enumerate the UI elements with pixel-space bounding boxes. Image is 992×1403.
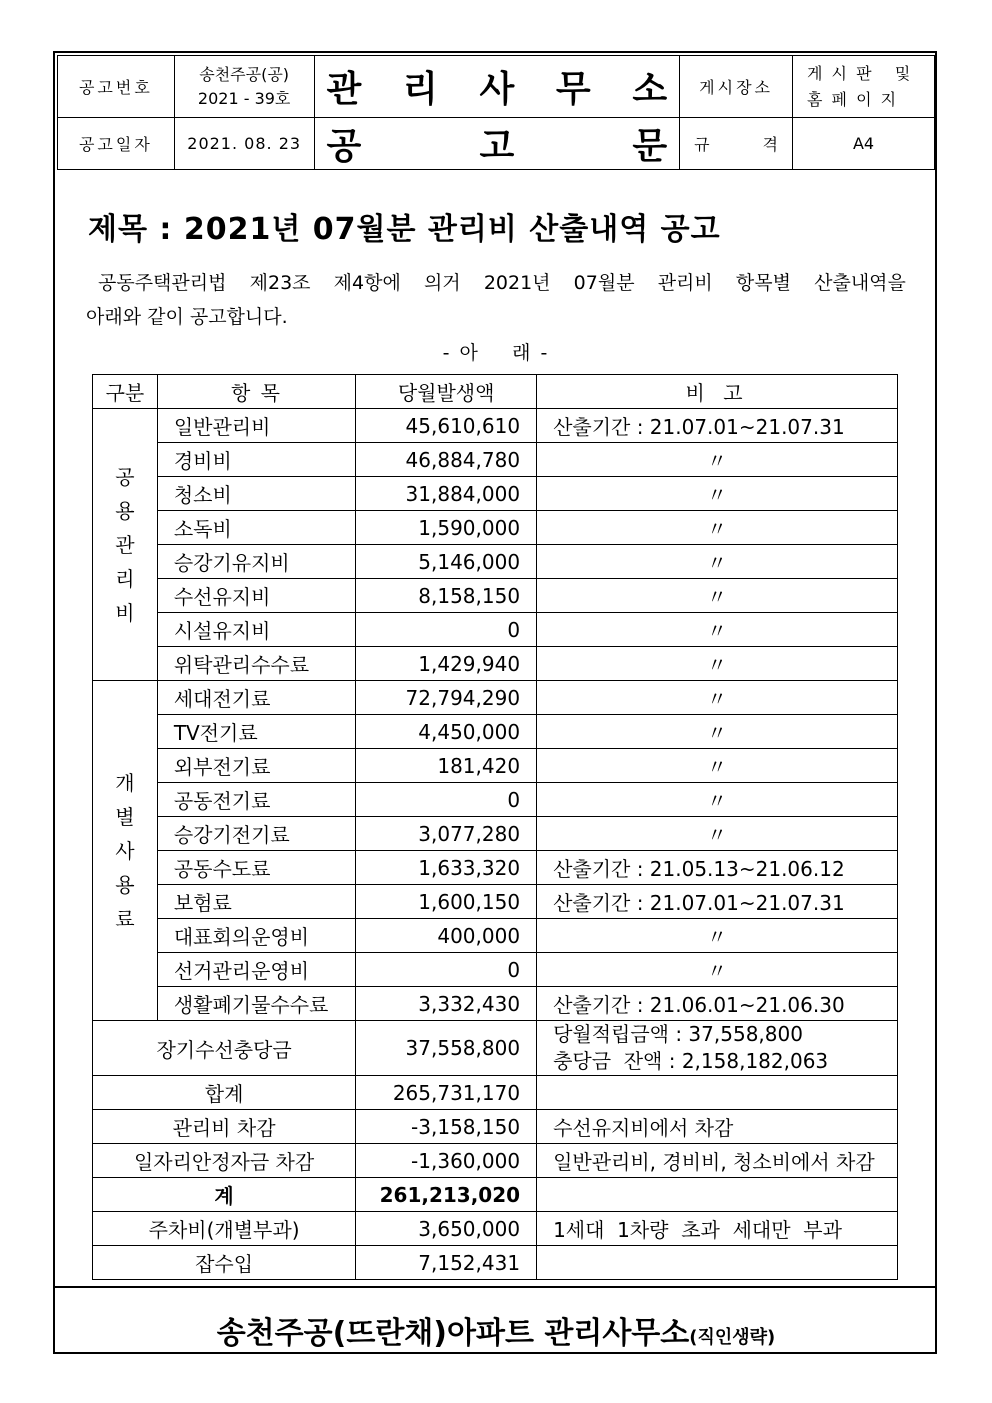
table-row	[93, 613, 898, 647]
notice-number-label: 공고번호	[58, 56, 175, 118]
intro-line1	[86, 266, 906, 300]
item-note: 〃	[537, 477, 898, 511]
table-row	[93, 647, 898, 681]
notice-title-char: 고	[479, 126, 515, 167]
item-amount: 0	[356, 613, 537, 647]
reserve-balance: 충당금 잔액 : 2,158,182,063	[553, 1049, 829, 1073]
item-note: 산출기간 : 21.07.01~21.07.31	[537, 885, 898, 919]
item-note: 〃	[537, 783, 898, 817]
item-amount: 400,000	[356, 919, 537, 953]
item-amount: 1,633,320	[356, 851, 537, 885]
item-amount: 1,590,000	[356, 511, 537, 545]
intro-word: 항목별	[735, 272, 791, 294]
notice-title-chars	[315, 118, 680, 169]
group-label-char: 리	[115, 566, 135, 591]
office-title-char: 무	[555, 69, 591, 110]
item-name: 보험료	[157, 885, 355, 919]
item-amount: 265,731,170	[356, 1076, 537, 1110]
item-name: 생활폐기물수수료	[157, 987, 355, 1021]
item-note: 〃	[537, 545, 898, 579]
intro-word: 의거	[423, 272, 461, 294]
item-amount: -3,158,150	[356, 1110, 537, 1144]
item-name: 경비비	[157, 443, 355, 477]
item-name: 합계	[93, 1076, 356, 1110]
item-note: 1세대 1차량 초과 세대만 부과	[537, 1212, 898, 1246]
item-note: 〃	[537, 681, 898, 715]
group-label-char: 용	[115, 872, 135, 897]
table-row	[93, 409, 898, 443]
item-name: 위탁관리수수료	[157, 647, 355, 681]
fee-table	[92, 374, 898, 1280]
item-name: 청소비	[157, 477, 355, 511]
spec-value: A4	[793, 118, 935, 170]
spec-label	[680, 118, 793, 170]
item-amount: 1,600,150	[356, 885, 537, 919]
item-name: 잡수입	[93, 1246, 356, 1280]
item-note: 〃	[537, 511, 898, 545]
item-note: 산출기간 : 21.05.13~21.06.12	[537, 851, 898, 885]
posting-place-line1: 게 시 판 및	[807, 63, 913, 83]
item-amount: 4,450,000	[356, 715, 537, 749]
item-name: TV전기료	[157, 715, 355, 749]
below-marker: - 아 래 -	[442, 342, 550, 364]
item-note: 〃	[537, 579, 898, 613]
intro-paragraph	[86, 266, 906, 334]
item-name: 승강기전기료	[157, 817, 355, 851]
table-row	[93, 715, 898, 749]
group-label-char: 관	[115, 532, 135, 557]
notice-date-label: 공고일자	[58, 118, 175, 170]
notice-date-value: 2021. 08. 23	[174, 118, 314, 170]
column-header: 구분	[93, 375, 158, 409]
item-amount: -1,360,000	[356, 1144, 537, 1178]
table-row-summary	[93, 1144, 898, 1178]
item-amount: 46,884,780	[356, 443, 537, 477]
item-note: 수선유지비에서 차감	[537, 1110, 898, 1144]
office-title-char: 리	[403, 69, 438, 110]
item-amount: 7,152,431	[356, 1246, 537, 1280]
table-row	[93, 681, 898, 715]
item-note: 〃	[537, 919, 898, 953]
item-name: 선거관리운영비	[157, 953, 355, 987]
table-row	[93, 953, 898, 987]
office-title-char: 사	[479, 69, 515, 110]
posting-place-line2: 홈 페 이 지	[807, 89, 899, 109]
group-label-char: 별	[115, 804, 135, 829]
item-name: 시설유지비	[157, 613, 355, 647]
column-header: 비 고	[537, 375, 898, 409]
item-amount: 37,558,800	[356, 1021, 537, 1076]
table-row-summary	[93, 1178, 898, 1212]
item-name: 세대전기료	[157, 681, 355, 715]
item-name: 공동수도료	[157, 851, 355, 885]
item-name: 관리비 차감	[93, 1110, 356, 1144]
table-row-summary	[93, 1110, 898, 1144]
item-amount: 181,420	[356, 749, 537, 783]
notice-big-title	[314, 118, 680, 170]
table-row	[93, 919, 898, 953]
table-row	[93, 579, 898, 613]
notice-number-line1: 송천주공(공)	[199, 64, 290, 84]
footer-office-name: 송천주공(뜨란채)아파트 관리사무소	[216, 1316, 690, 1351]
item-name: 소독비	[157, 511, 355, 545]
table-row	[93, 443, 898, 477]
office-title-chars	[315, 61, 680, 112]
item-note	[537, 1076, 898, 1110]
item-note: 일반관리비, 경비비, 청소비에서 차감	[537, 1144, 898, 1178]
footer-seal-omitted: (직인생략)	[689, 1327, 776, 1348]
intro-word: 제23조	[249, 272, 311, 294]
item-amount: 3,077,280	[356, 817, 537, 851]
reserve-monthly-amount: 당월적립금액 : 37,558,800	[553, 1022, 803, 1046]
posting-place-label: 게시장소	[680, 56, 793, 118]
notice-title-char: 공	[326, 126, 362, 167]
notice-number-value	[174, 56, 314, 118]
item-amount: 8,158,150	[356, 579, 537, 613]
group-label-char: 비	[115, 600, 135, 625]
item-note: 〃	[537, 749, 898, 783]
table-row	[93, 749, 898, 783]
item-note: 산출기간 : 21.06.01~21.06.30	[537, 987, 898, 1021]
item-name: 주차비(개별부과)	[93, 1212, 356, 1246]
notice-title-char: 문	[632, 126, 668, 167]
item-name: 장기수선충당금	[93, 1021, 356, 1076]
item-name: 대표회의운영비	[157, 919, 355, 953]
table-row-summary	[93, 1212, 898, 1246]
spec-label-char: 규	[694, 135, 710, 154]
item-note: 〃	[537, 715, 898, 749]
item-name: 계	[93, 1178, 356, 1212]
table-row	[93, 987, 898, 1021]
item-name: 일반관리비	[157, 409, 355, 443]
office-title-char: 소	[632, 69, 668, 110]
table-row	[93, 783, 898, 817]
item-name: 공동전기료	[157, 783, 355, 817]
group-label-char: 용	[115, 498, 135, 523]
table-row	[93, 545, 898, 579]
table-row	[93, 885, 898, 919]
item-amount: 0	[356, 783, 537, 817]
footer	[55, 1286, 937, 1354]
column-header: 당월발생액	[356, 375, 537, 409]
table-row	[93, 851, 898, 885]
item-note: 〃	[537, 443, 898, 477]
table-header-row	[93, 375, 898, 409]
item-amount: 3,332,430	[356, 987, 537, 1021]
intro-word: 산출내역을	[814, 272, 906, 294]
intro-word: 07월분	[573, 272, 635, 294]
column-header: 항 목	[157, 375, 355, 409]
page-title: 제목 : 2021년 07월분 관리비 산출내역 공고	[88, 212, 721, 247]
item-note: 〃	[537, 817, 898, 851]
item-note	[537, 1246, 898, 1280]
item-note	[537, 1021, 898, 1076]
item-name: 승강기유지비	[157, 545, 355, 579]
item-note: 〃	[537, 613, 898, 647]
item-name: 외부전기료	[157, 749, 355, 783]
office-title-char: 관	[326, 69, 362, 110]
posting-place-value	[793, 56, 935, 118]
group-label-char: 공	[115, 464, 135, 489]
table-row-reserve	[93, 1021, 898, 1076]
item-amount: 261,213,020	[356, 1178, 537, 1212]
intro-line2: 아래와 같이 공고합니다.	[86, 306, 288, 328]
footer-signature	[55, 1308, 937, 1352]
item-note: 〃	[537, 647, 898, 681]
group-common-fees	[93, 409, 158, 681]
item-amount: 72,794,290	[356, 681, 537, 715]
intro-word: 제4항에	[333, 272, 401, 294]
item-name: 일자리안정자금 차감	[93, 1144, 356, 1178]
item-amount: 45,610,610	[356, 409, 537, 443]
notice-header-table	[57, 55, 935, 170]
group-label-char: 료	[115, 906, 135, 931]
item-amount: 0	[356, 953, 537, 987]
office-big-title	[314, 56, 680, 118]
table-row	[93, 477, 898, 511]
item-amount: 5,146,000	[356, 545, 537, 579]
group-label-char: 사	[115, 838, 135, 863]
table-row-summary	[93, 1076, 898, 1110]
fee-table-body	[93, 375, 898, 1280]
notice-number-line2: 2021 - 39호	[197, 88, 291, 108]
intro-word: 관리비	[657, 272, 713, 294]
intro-word: 공동주택관리법	[98, 272, 227, 294]
item-note: 〃	[537, 953, 898, 987]
item-amount: 31,884,000	[356, 477, 537, 511]
table-row-summary	[93, 1246, 898, 1280]
item-amount: 1,429,940	[356, 647, 537, 681]
table-row	[93, 511, 898, 545]
group-label-char: 개	[115, 770, 135, 795]
spec-label-char: 격	[762, 135, 779, 154]
group-individual-fees	[93, 681, 158, 1021]
item-note: 산출기간 : 21.07.01~21.07.31	[537, 409, 898, 443]
spec-label-chars	[680, 132, 792, 155]
item-amount: 3,650,000	[356, 1212, 537, 1246]
intro-word: 2021년	[483, 272, 551, 294]
item-name: 수선유지비	[157, 579, 355, 613]
item-note	[537, 1178, 898, 1212]
table-row	[93, 817, 898, 851]
